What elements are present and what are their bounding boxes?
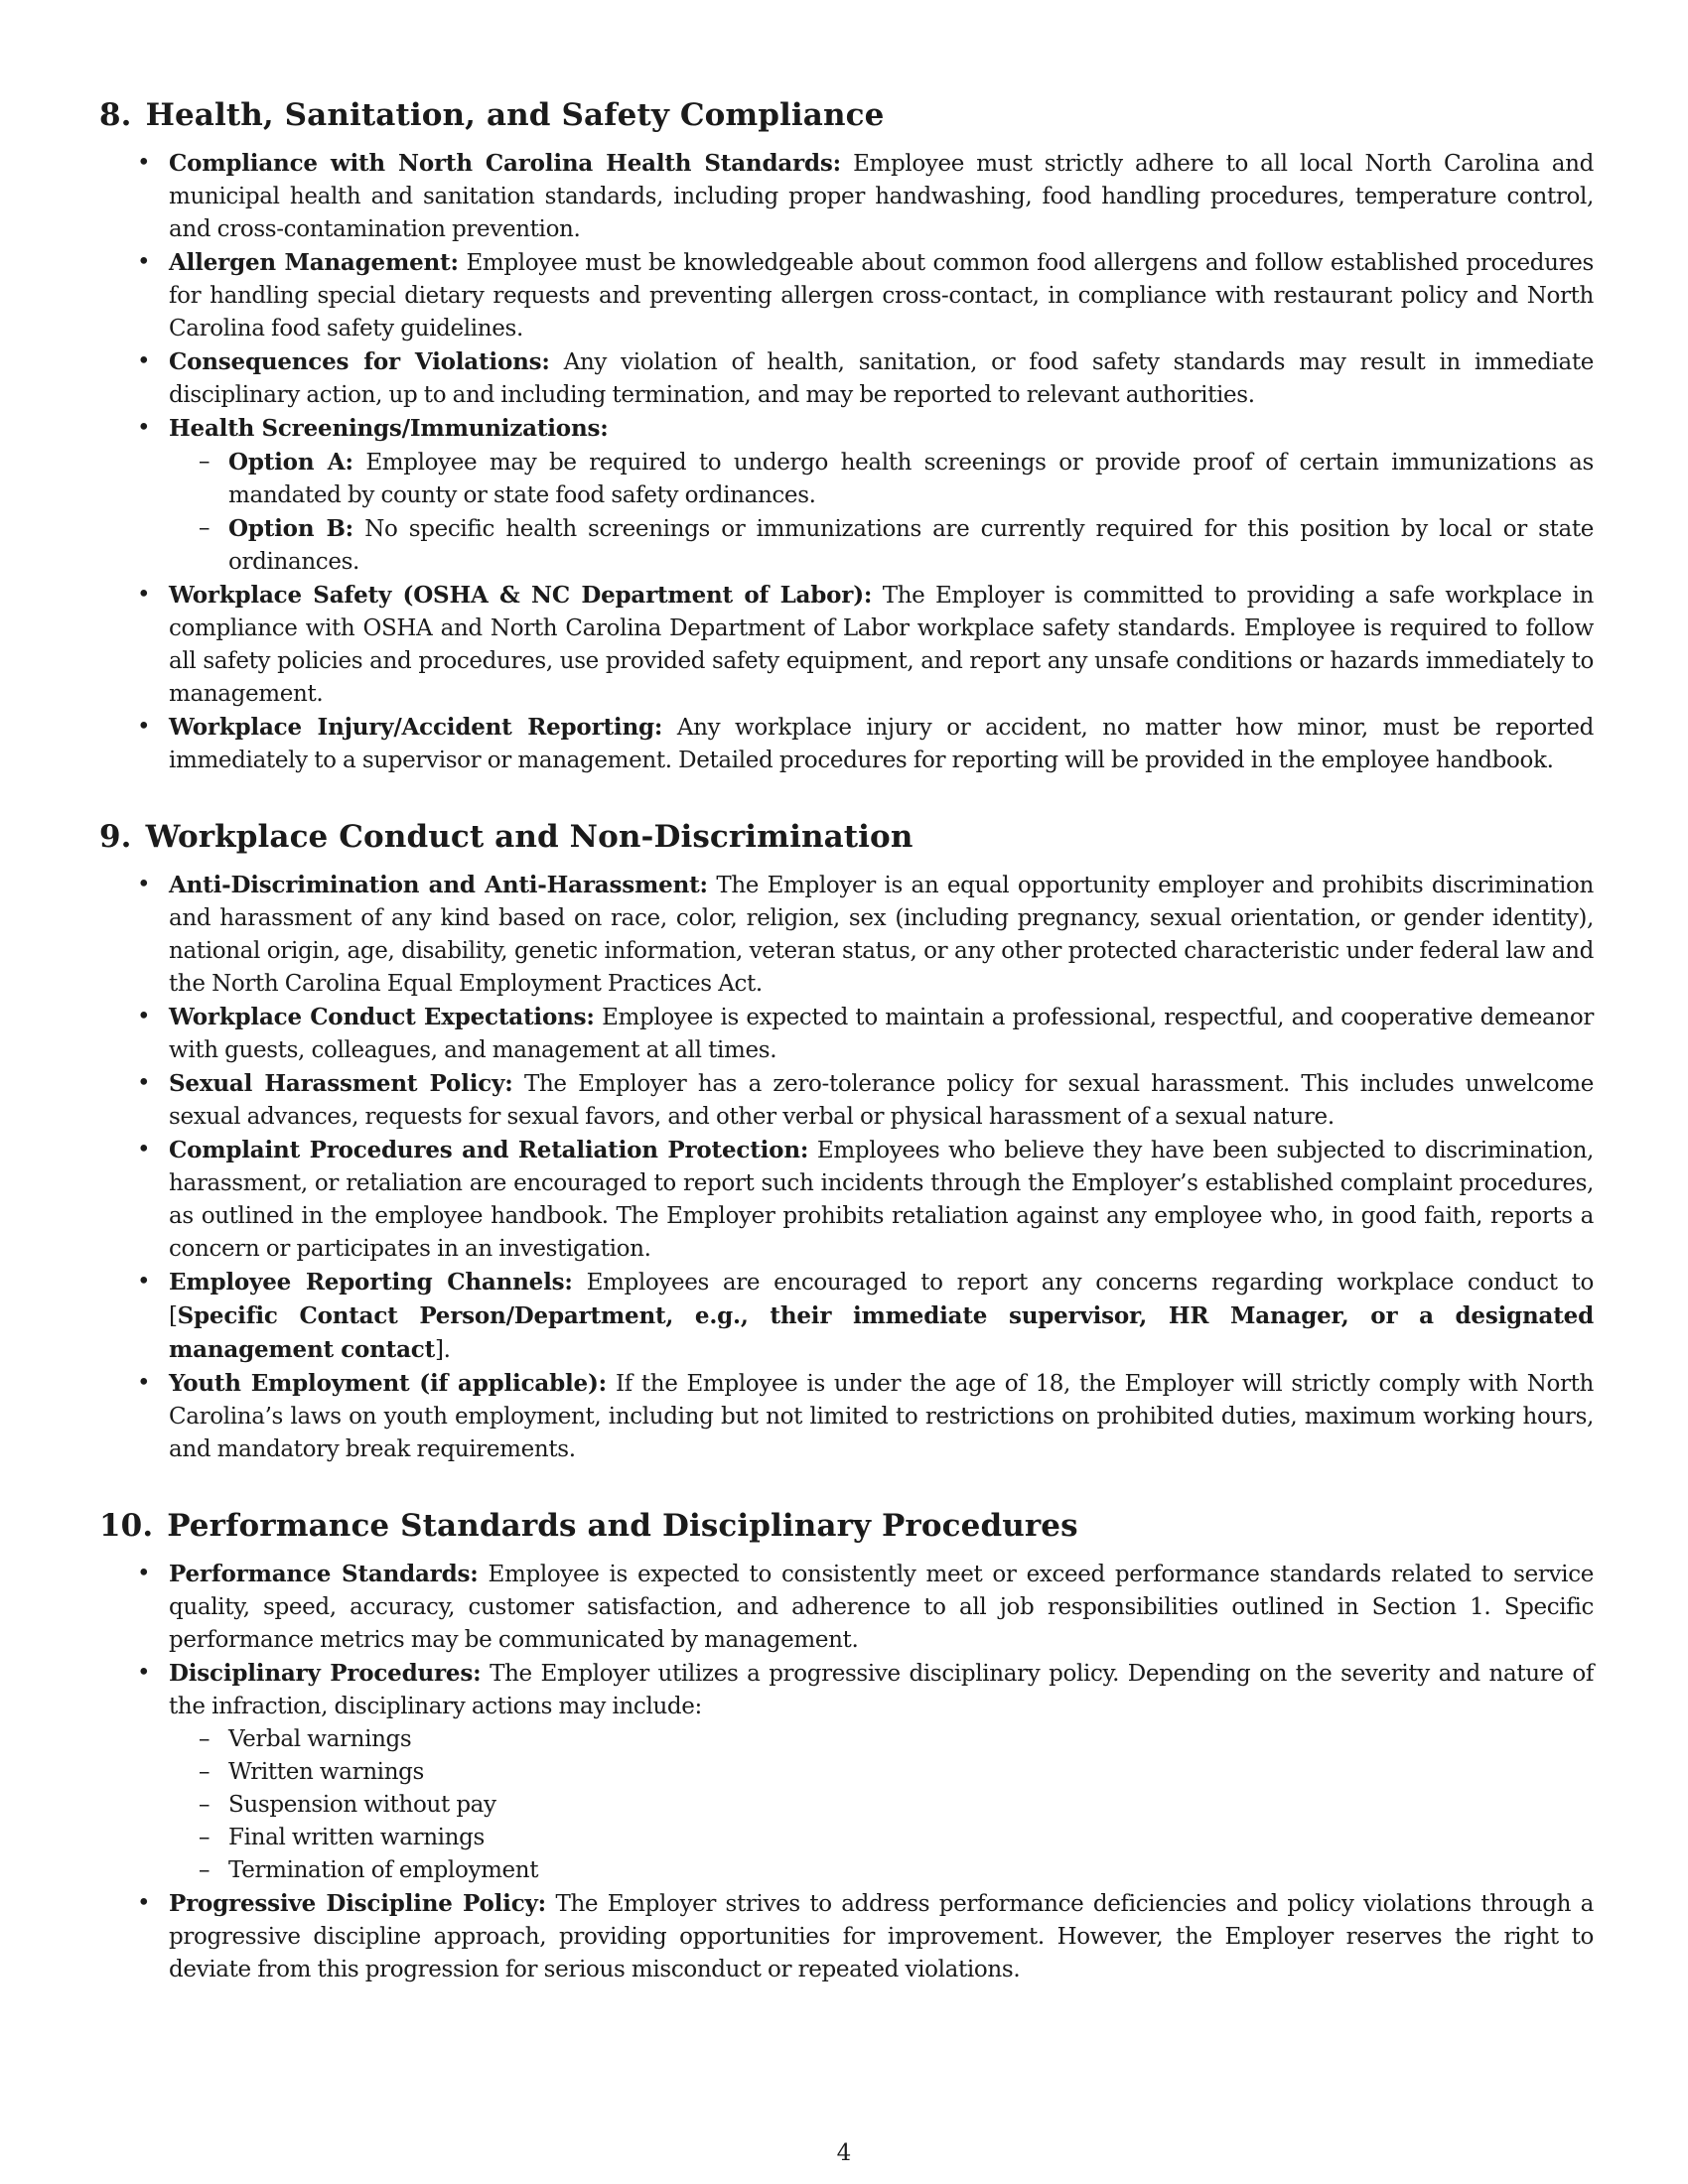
sub-list-item: – Verbal warnings bbox=[169, 1723, 1594, 1756]
list-item: • Anti-Discrimination and Anti-Harassment: The Employer is an equal opportunity employer and prohibits discrimination and harassment of any kind based on race, color, religion, sex (including pregnancy, sexual orientation, or gender identity), national origin, age, disability, genetic information, veteran status, or any other protected characteristic under federal law and the North Carolina Equal Employment Practices Act. bbox=[99, 869, 1594, 1001]
list-item: • Workplace Conduct Expectations: Employee is expected to maintain a professional, respectful, and cooperative demeanor with guests, colleagues, and management at all times. bbox=[99, 1001, 1594, 1067]
sub-list-item: – Termination of employment bbox=[169, 1854, 1594, 1887]
list-item: • Youth Employment (if applicable): If the Employee is under the age of 18, the Employer will strictly comply with North Carolina’s laws on youth employment, including but not limited to restrictions on prohibited duties, maximum working hours, and mandatory break requirements. bbox=[99, 1367, 1594, 1466]
list-item: • Complaint Procedures and Retaliation Protection: Employees who believe they have been subjected to discrimination, harassment, or retaliation are encouraged to report such incidents through the Employer’s established complaint procedures, as outlined in the employee handbook. The Employer prohibits retaliation against any employee who, in good faith, reports a concern or participates in an investigation. bbox=[99, 1134, 1594, 1266]
list-item: • Consequences for Violations: Any violation of health, sanitation, or food safety standards may result in immediate disciplinary action, up to and including termination, and may be reported to relevant authorities. bbox=[99, 345, 1594, 412]
document-body bbox=[99, 91, 1594, 1986]
section-9 bbox=[99, 813, 1594, 1466]
list-item: • Progressive Discipline Policy: The Employer strives to address performance deficiencies and policy violations through a progressive discipline approach, providing opportunities for improvement. However, the Employer reserves the right to deviate from this progression for serious misconduct or repeated violations. bbox=[99, 1887, 1594, 1986]
list-item: • Workplace Injury/Accident Reporting: Any workplace injury or accident, no matter how minor, must be reported immediately to a supervisor or management. Detailed procedures for reporting will be provided in the employee handbook. bbox=[99, 711, 1594, 777]
section-10 bbox=[99, 1502, 1594, 1986]
list-item: • Workplace Safety (OSHA & NC Department of Labor): The Employer is committed to providing a safe workplace in compliance with OSHA and North Carolina Department of Labor workplace safety standards. Employee is required to follow all safety policies and procedures, use provided safety equipment, and report any unsafe conditions or hazards immediately to management. bbox=[99, 579, 1594, 711]
list-item: • Sexual Harassment Policy: The Employer has a zero-tolerance policy for sexual harassment. This includes unwelcome sexual advances, requests for sexual favors, and other verbal or physical harassment of a sexual nature. bbox=[99, 1067, 1594, 1134]
contact-placeholder: Specific Contact Person/Department, e.g., their immediate supervisor, HR Manager, or a designated management contact bbox=[169, 1302, 1594, 1363]
section-8 bbox=[99, 91, 1594, 777]
bullet-list bbox=[99, 147, 1594, 777]
section-heading: 8. Health, Sanitation, and Safety Compliance bbox=[99, 97, 885, 133]
sub-list-item: – Option B: No specific health screenings or immunizations are currently required for this position by local or state ordinances. bbox=[169, 512, 1594, 579]
list-item: • Health Screenings/Immunizations: – Option A: Employee may be required to undergo health screenings or provide proof of certain immunizations as mandated by county or state food safety ordinances. – Option B: No specific health screenings or immunizations are currently required for this position by local or state ordinances. bbox=[99, 412, 1594, 579]
sub-list-item: – Option A: Employee may be required to undergo health screenings or provide proof of certain immunizations as mandated by county or state food safety ordinances. bbox=[169, 446, 1594, 512]
list-item: • Compliance with North Carolina Health Standards: Employee must strictly adhere to all local North Carolina and municipal health and sanitation standards, including proper handwashing, food handling procedures, temperature control, and cross-contamination prevention. bbox=[99, 147, 1594, 246]
sub-list bbox=[169, 1723, 1594, 1887]
sub-list-item: – Written warnings bbox=[169, 1756, 1594, 1789]
list-item: • Allergen Management: Employee must be knowledgeable about common food allergens and follow established procedures for handling special dietary requests and preventing allergen cross-contact, in compliance with restaurant policy and North Carolina food safety guidelines. bbox=[99, 246, 1594, 345]
section-heading: 10. Performance Standards and Disciplinary Procedures bbox=[99, 1508, 1078, 1544]
list-item: • Employee Reporting Channels: Employees are encouraged to report any concerns regarding workplace conduct to [Specific Contact Person/Department, e.g., their immediate supervisor, HR Manager, or a designated management contact]. bbox=[99, 1266, 1594, 1367]
list-item: • Disciplinary Procedures: The Employer utilizes a progressive disciplinary policy. Depending on the severity and nature of the infraction, disciplinary actions may include: – Verbal warnings – Written warnings – Suspension without pay – Final written warnings – Termination of employment bbox=[99, 1657, 1594, 1887]
bullet-list bbox=[99, 1558, 1594, 1986]
list-item: • Performance Standards: Employee is expected to consistently meet or exceed performance standards related to service quality, speed, accuracy, customer satisfaction, and adherence to all job responsibilities outlined in Section 1. Specific performance metrics may be communicated by management. bbox=[99, 1558, 1594, 1657]
sub-list bbox=[169, 446, 1594, 579]
section-heading: 9. Workplace Conduct and Non-Discrimination bbox=[99, 819, 914, 855]
bullet-list bbox=[99, 869, 1594, 1466]
sub-list-item: – Suspension without pay bbox=[169, 1789, 1594, 1822]
page-number: 4 bbox=[836, 2140, 852, 2166]
sub-list-item: – Final written warnings bbox=[169, 1822, 1594, 1854]
